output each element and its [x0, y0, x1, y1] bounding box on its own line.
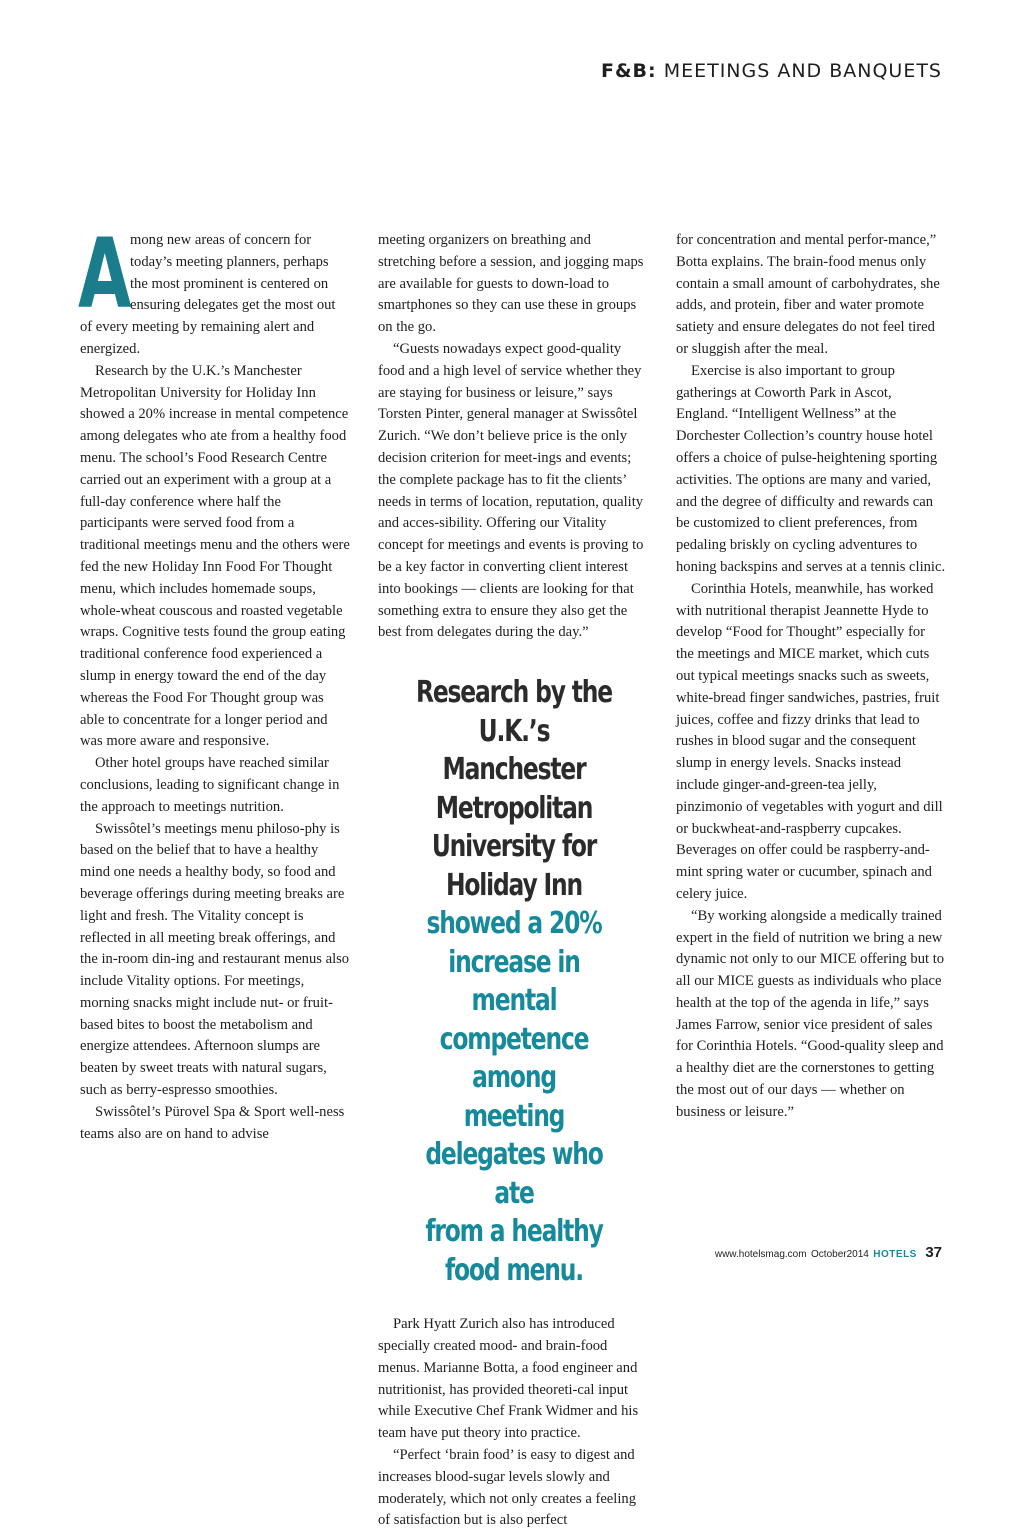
pull-quote-line: Manchester Metropolitan — [435, 752, 593, 826]
article-paragraph: for concentration and mental perfor-mance,” Botta explains. The brain-food menus only contain a small amount of carbohydrates, she adds, and protein, fiber and water promote satiety and ensure delegates do not feel tired or sluggish after the meal. — [676, 232, 940, 357]
page-footer — [715, 1244, 942, 1262]
pull-quote-line: from a healthy food menu. — [425, 1214, 603, 1288]
article-paragraph: Swissôtel’s meetings menu philoso-phy is based on the belief that to have a healthy mind one needs a healthy body, so food and beverage offerings during meeting breaks are light and fresh. The Vitality concept is reflected in all meeting break offerings, and the in-room din-ing and restaurant menus also include Vitality options. For meetings, morning snacks might include nut- or fruit-based bites to boost the metabolism and energize attendees. Afternoon slumps are beaten by sweet treats with natural sugars, such as berry-espresso smoothies. — [80, 820, 350, 1099]
article-paragraph: “Perfect ‘brain food’ is easy to digest and increases blood-sugar levels slowly and moderately, which not only creates a feeling of satisfaction but is also perfect — [378, 1446, 636, 1529]
section-title: MEETINGS AND BANQUETS — [663, 60, 942, 82]
pull-quote-line: meeting delegates who ate — [425, 1098, 603, 1211]
article-paragraph: Research by the U.K.’s Manchester Metropolitan University for Holiday Inn showed a 20% increase in mental competence among delegates who ate from a healthy food menu. The school’s Food Research Centre carried out an experiment with a group at a full-day conference where half the participants were served food from a traditional meetings menu and the others were fed the new Holiday Inn Food For Thought menu, which includes homemade soups, whole-wheat couscous and roasted vegetable wraps. Cognitive tests found the group eating traditional conference food experienced a slump in energy toward the end of the day whereas the Food For Thought group was able to concentrate for a longer period and was more aware and responsive. — [80, 362, 350, 750]
drop-cap: A — [78, 218, 132, 330]
section-label: F&B: — [601, 60, 657, 82]
article-paragraph: “By working alongside a medically trained expert in the field of nutrition we bring a new dynamic not only to our MICE offering but to all our MICE guests as individuals who place health at the top of the agenda in life,” says James Farrow, senior vice president of sales for Corinthia Hotels. “Good-quality sleep and a healthy diet are the cornerstones to getting the most out of our days — whether on business or leisure.” — [676, 907, 945, 1120]
article-paragraph: Swissôtel’s Pürovel Spa & Sport well-ness teams also are on hand to advise — [80, 1103, 345, 1142]
pull-quote-line: Research by the U.K.’s — [415, 675, 612, 749]
pull-quote-line: showed a 20% increase in — [426, 906, 602, 980]
pull-quote-line: University for Holiday Inn — [431, 829, 597, 903]
pull-quote-line: mental competence among — [439, 983, 589, 1096]
article-paragraph: mong new areas of concern for today’s meeting planners, perhaps the most prominent is centered on ensuring delegates get the most out of every meeting by remaining alert and energized. — [80, 232, 336, 357]
footer-brand: HOTELS — [873, 1249, 917, 1260]
footer-url: www.hotelsmag.com — [714, 1249, 807, 1260]
pull-quote — [408, 674, 620, 1290]
article-paragraph: Corinthia Hotels, meanwhile, has worked with nutritional therapist Jeannette Hyde to develop “Food for Thought” especially for the meetings and MICE market, which cuts out typical meetings snacks such as sweets, white-bread finger sandwiches, pastries, fruit juices, coffee and fizzy drinks that lead to rushes in blood sugar and the consequent slump in energy levels. Snacks instead include ginger-and-green-tea jelly, pinzimonio of vegetables with yogurt and dill or buckwheat-and-raspberry cupcakes. Beverages on offer could be raspberry-and-mint spring water or cucumber, spinach and celery juice. — [676, 580, 943, 902]
article-paragraph: “Guests nowadays expect good-quality food and a high level of service whether they are staying for business or leisure,” says Torsten Pinter, general manager at Swissôtel Zurich. “We don’t believe price is the only decision criterion for meet-ings and events; the complete package has to fit the clients’ needs in terms of location, reputation, quality and acces-sibility. Offering our Vitality concept for meetings and events is proving to be a key factor in converting client interest into bookings — clients are looking for that something extra to ensure they also get the best from delegates during the day.” — [378, 340, 644, 641]
page-number: 37 — [925, 1244, 942, 1261]
article-column-3 — [676, 230, 946, 1124]
article-column-1 — [78, 218, 350, 1145]
footer-issue: October2014 — [811, 1249, 869, 1260]
article-column-2 — [378, 230, 650, 1532]
article-paragraph: Other hotel groups have reached similar conclusions, leading to significant change in the approach to meetings nutrition. — [80, 755, 340, 815]
page-header — [601, 60, 942, 82]
article-paragraph: meeting organizers on breathing and stretching before a session, and jogging maps are available for guests to down-load to smartphones so they can use these in groups on the go. — [378, 232, 644, 336]
article-paragraph: Exercise is also important to group gatherings at Coworth Park in Ascot, England. “Intelligent Wellness” at the Dorchester Collection’s country house hotel offers a choice of pulse-heightening sporting activities. The options are many and varied, and the degree of difficulty and rewards can be customized to client preferences, from pedaling briskly on cycling adventures to honing backspins and serves at a tennis clinic. — [676, 362, 946, 575]
article-paragraph: Park Hyatt Zurich also has introduced specially created mood- and brain-food menus. Marianne Botta, a food engineer and nutritionist, has provided theoreti-cal input while Executive Chef Frank Widmer and his team have put theory into practice. — [378, 1316, 639, 1442]
